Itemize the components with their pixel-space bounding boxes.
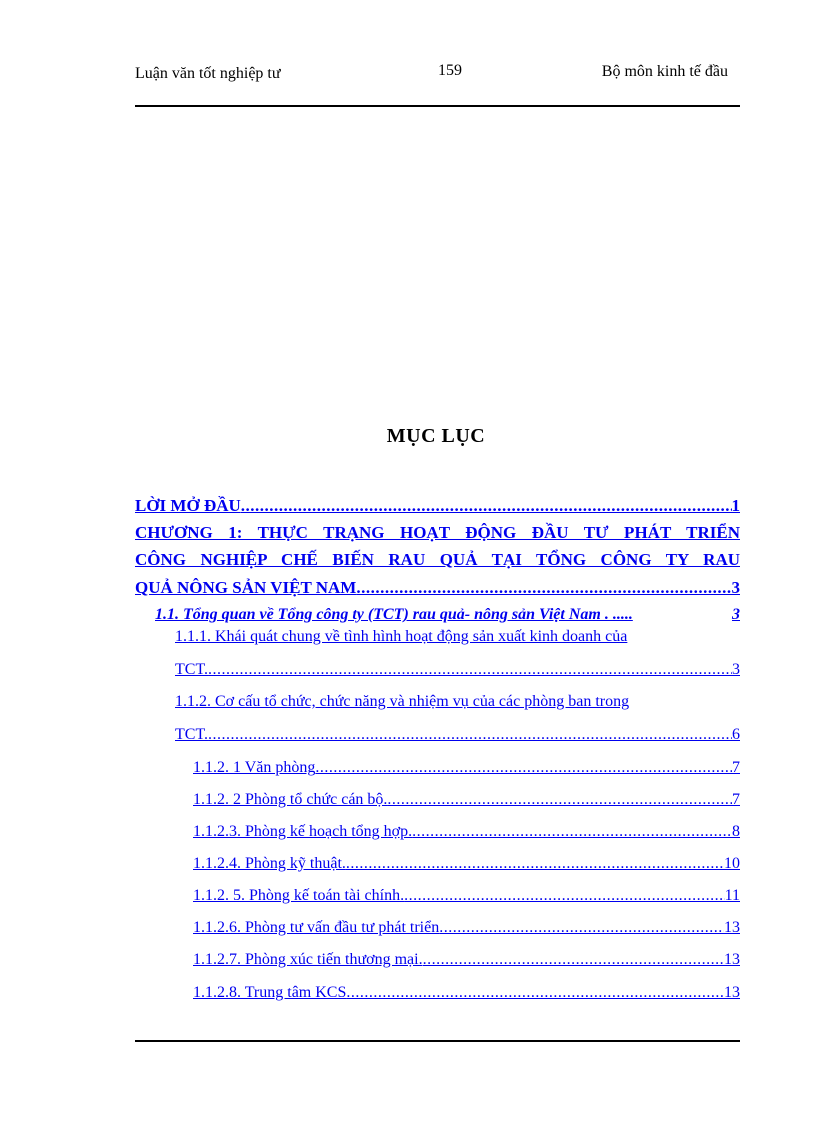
header-department: Bộ môn kinh tế đầu	[601, 63, 728, 80]
toc-entry-text: 1.1.2.8. Trung tâm KCS	[193, 984, 347, 1001]
toc-leader	[412, 823, 732, 841]
toc-page-number: 13	[724, 951, 740, 968]
toc-page-number: 11	[724, 887, 740, 904]
toc-page-number: 8	[732, 823, 740, 840]
toc-entry-text: 1.1. Tổng quan về Tổng công ty (TCT) rau quả- nông sản Việt Nam . .....	[155, 606, 633, 623]
toc-entry-text: LỜI MỞ ĐẦU	[135, 496, 241, 515]
toc-page-number: 3	[731, 578, 740, 597]
toc-entry-1-1-2-3[interactable]	[193, 823, 740, 841]
toc-page-number: 10	[724, 855, 740, 872]
toc-entry-text: 1.1.2. 5. Phòng kế toán tài chính.	[193, 887, 405, 904]
toc-entry-1-1-2-line-1[interactable]: 1.1.2. Cơ cấu tổ chức, chức năng và nhiệm vụ của các phòng ban trong	[175, 693, 630, 710]
toc-entry-1-1-2-2[interactable]	[193, 791, 740, 809]
toc-page-number: 7	[732, 791, 740, 808]
toc-page-number: 1	[731, 496, 740, 515]
toc-leader	[423, 951, 724, 969]
toc-entry-1-1-2-8[interactable]	[193, 984, 740, 1002]
toc-leader	[208, 726, 732, 744]
toc-entry-text: TCT.	[175, 726, 209, 743]
toc-page-number: 3	[732, 606, 740, 623]
toc-entry-chuong-1-line-2[interactable]: CÔNG NGHIỆP CHẾ BIẾN RAU QUẢ TẠI TỔNG CÔNG TY RAU	[135, 550, 740, 569]
toc-entry-chuong-1-line-1[interactable]: CHƯƠNG 1: THỰC TRẠNG HOẠT ĐỘNG ĐẦU TƯ PHÁT TRIỂN	[135, 523, 740, 542]
toc-entry-text: QUẢ NÔNG SẢN VIỆT NAM	[135, 578, 357, 597]
toc-leader	[346, 855, 724, 873]
header-page-number: 159	[438, 62, 462, 79]
toc-entry-1-1-2-5[interactable]	[193, 887, 740, 905]
toc-leader	[387, 791, 732, 809]
page-title: MỤC LỤC	[386, 425, 486, 447]
toc-leader	[439, 919, 724, 937]
toc-entry-1-1-1-line-1[interactable]: 1.1.1. Khái quát chung về tình hình hoạt động sản xuất kinh doanh của	[175, 628, 628, 645]
toc-entry-1-1-2-4[interactable]	[193, 855, 740, 873]
toc-page-number: 13	[724, 984, 740, 1001]
toc-entry-1-1-1-line-2[interactable]	[175, 661, 740, 679]
toc-page-number: 13	[724, 919, 740, 936]
toc-entry-text: TCT.	[175, 661, 209, 678]
toc-leader	[208, 661, 732, 679]
toc-entry-1-1-2-line-2[interactable]	[175, 726, 740, 744]
toc-entry-1-1[interactable]	[155, 606, 740, 624]
toc-entry-text: 1.1.2. 1 Văn phòng	[193, 759, 316, 776]
toc-entry-chuong-1-line-3[interactable]	[135, 578, 740, 598]
toc-leader	[356, 578, 731, 598]
toc-page-number: 6	[732, 726, 740, 743]
toc-entry-text: 1.1.2.6. Phòng tư vấn đầu tư phát triển	[193, 919, 440, 936]
toc-leader	[346, 984, 724, 1002]
toc-page-number: 3	[732, 661, 740, 678]
toc-entry-text: 1.1.2.3. Phòng kế hoạch tổng hợp.	[193, 823, 413, 840]
page-header	[135, 60, 740, 108]
toc-entry-1-1-2-7[interactable]	[193, 951, 740, 969]
toc-entry-loi-mo-dau[interactable]	[135, 496, 740, 516]
toc-page-number: 7	[732, 759, 740, 776]
toc-entry-1-1-2-6[interactable]	[193, 919, 740, 937]
footer-rule	[135, 1040, 740, 1042]
toc-entry-text: 1.1.2.4. Phòng kỹ thuật.	[193, 855, 346, 872]
toc-leader	[241, 496, 732, 516]
toc-entry-text: 1.1.2.7. Phòng xúc tiến thương mại.	[193, 951, 423, 968]
header-thesis-label: Luận văn tốt nghiệp tư	[135, 65, 281, 82]
toc-leader	[315, 759, 732, 777]
toc-leader	[404, 887, 725, 905]
toc-entry-1-1-2-1[interactable]	[193, 759, 740, 777]
header-rule	[135, 105, 740, 107]
toc-entry-text: 1.1.2. 2 Phòng tổ chức cán bộ.	[193, 791, 388, 808]
